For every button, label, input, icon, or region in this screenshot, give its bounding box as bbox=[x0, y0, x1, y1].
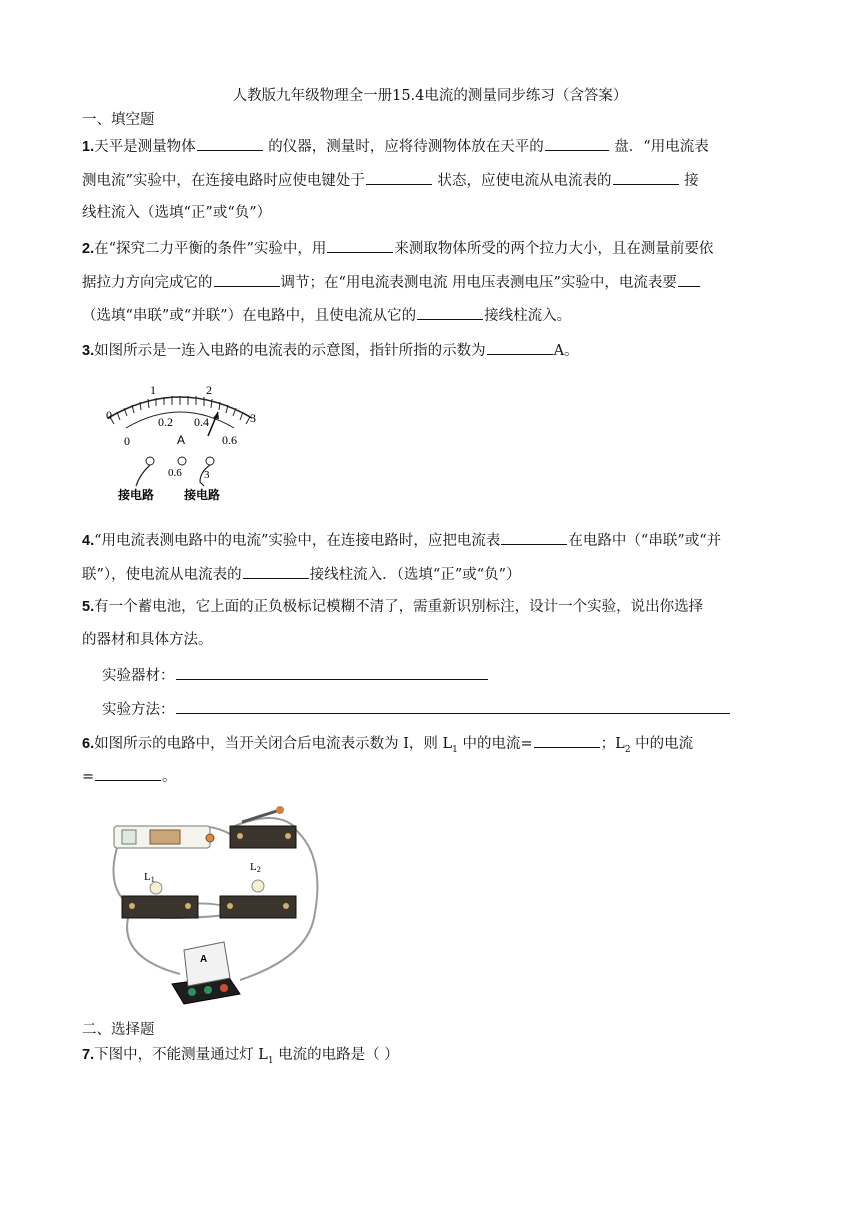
question-5-line-1: 5.有一个蓄电池，它上面的正负极标记模糊不清了，需重新识别标注，设计一个实验，说出你选择 bbox=[82, 599, 704, 615]
caption-right: 接电路 bbox=[184, 488, 221, 502]
question-7-line-1: 7.下图中，不能测量通过灯 $L_1$ 电流的电路是（ ） bbox=[82, 1047, 399, 1066]
answer-blank[interactable] bbox=[197, 135, 263, 151]
answer-blank[interactable] bbox=[487, 339, 553, 355]
question-4-line-2: 联”），使电流从电流表的 接线柱流入．（选填“正”或“负”） bbox=[82, 563, 521, 585]
question-3-line-1: 3.如图所示是一连入电路的电流表的示意图，指针所指的示数为 A。 bbox=[82, 339, 579, 361]
question-number: 4. bbox=[82, 533, 95, 549]
page-title: 人教版九年级物理全一册15.4电流的测量同步练习（含答案） bbox=[232, 88, 628, 104]
section-fill-in: 一、填空题 bbox=[82, 112, 155, 128]
terminal-negative bbox=[146, 457, 154, 465]
answer-blank[interactable] bbox=[214, 271, 280, 287]
scale-top-2: 2 bbox=[206, 383, 212, 397]
circuit-figure bbox=[100, 798, 330, 1010]
lamp-2-bulb bbox=[252, 880, 264, 892]
question-1-line-2: 测电流”实验中，在连接电路时应使电键处于 状态，应使电流从电流表的 接 bbox=[82, 169, 699, 191]
answer-blank[interactable] bbox=[366, 169, 432, 185]
answer-blank[interactable] bbox=[243, 563, 309, 579]
equipment-answer-line[interactable] bbox=[176, 664, 488, 680]
question-number: 5. bbox=[82, 599, 95, 615]
terminal-3 bbox=[206, 457, 214, 465]
answer-blank[interactable] bbox=[95, 765, 161, 781]
question-2-line-1: 2.在“探究二力平衡的条件”实验中，用 来测取物体所受的两个拉力大小，且在测量前要依 bbox=[82, 237, 713, 259]
answer-blank[interactable] bbox=[327, 237, 393, 253]
caption-left: 接电路 bbox=[118, 488, 155, 502]
question-5-line-2: 的器材和具体方法。 bbox=[82, 632, 213, 648]
question-number: 6. bbox=[82, 736, 95, 752]
ammeter-figure bbox=[100, 378, 270, 506]
lamp-1-label: L1 bbox=[144, 871, 155, 884]
scale-bottom-3: 0.6 bbox=[222, 433, 237, 447]
scale-bottom-1: 0.2 bbox=[158, 415, 173, 429]
scale-top-3: 3 bbox=[250, 411, 256, 425]
section-multiple-choice: 二、选择题 bbox=[82, 1022, 155, 1038]
question-6-line-2: = 。 bbox=[82, 765, 177, 787]
scale-top-0: 0 bbox=[106, 408, 112, 422]
question-2-line-2: 据拉力方向完成它的 调节；在“用电流表测电流 用电压表测电压”实验中，电流表要 bbox=[82, 271, 701, 293]
answer-blank[interactable] bbox=[534, 732, 600, 748]
question-1-line-3: 线柱流入（选填“正”或“负”） bbox=[82, 205, 272, 221]
question-number: 1. bbox=[82, 139, 95, 155]
scale-bottom-2: 0.4 bbox=[194, 415, 209, 429]
scale-top-1: 1 bbox=[150, 383, 156, 397]
question-number: 7. bbox=[82, 1047, 95, 1063]
question-5-method: 实验方法： bbox=[102, 698, 731, 720]
ammeter-unit: A bbox=[200, 954, 208, 965]
answer-blank[interactable] bbox=[501, 529, 567, 545]
question-2-line-3: （选填“串联”或“并联”）在电路中，且使电流从它的 接线柱流入。 bbox=[82, 304, 571, 326]
terminal-label-3: 3 bbox=[204, 469, 210, 481]
method-answer-line[interactable] bbox=[176, 698, 730, 714]
terminal-label-0-6: 0.6 bbox=[168, 467, 182, 479]
switch-lever bbox=[242, 810, 280, 822]
answer-blank[interactable] bbox=[417, 304, 483, 320]
question-6-line-1: 6.如图所示的电路中，当开关闭合后电流表示数为 I，则 $L_1$ 中的电流= ；$L_2$ 中的电流 bbox=[82, 732, 693, 760]
battery-cell bbox=[150, 830, 180, 844]
question-5-equipment: 实验器材： bbox=[102, 664, 489, 686]
unit-label: A bbox=[177, 433, 186, 447]
answer-blank[interactable] bbox=[613, 169, 679, 185]
answer-blank[interactable] bbox=[545, 135, 609, 151]
question-1-line-1: 1.天平是测量物体 的仪器，测量时，应将待测物体放在天平的 盘．“用电流表 bbox=[82, 135, 709, 157]
terminal-0-6 bbox=[178, 457, 186, 465]
lamp-2-label: L2 bbox=[250, 861, 261, 874]
scale-bottom-0: 0 bbox=[124, 434, 130, 448]
scale-ticks bbox=[110, 396, 250, 424]
question-number: 2. bbox=[82, 241, 95, 257]
question-number: 3. bbox=[82, 343, 95, 359]
answer-blank[interactable] bbox=[678, 271, 700, 287]
question-4-line-1: 4.“用电流表测电路中的电流”实验中，在连接电路时，应把电流表 在电路中（“串联”或“并 bbox=[82, 529, 721, 551]
